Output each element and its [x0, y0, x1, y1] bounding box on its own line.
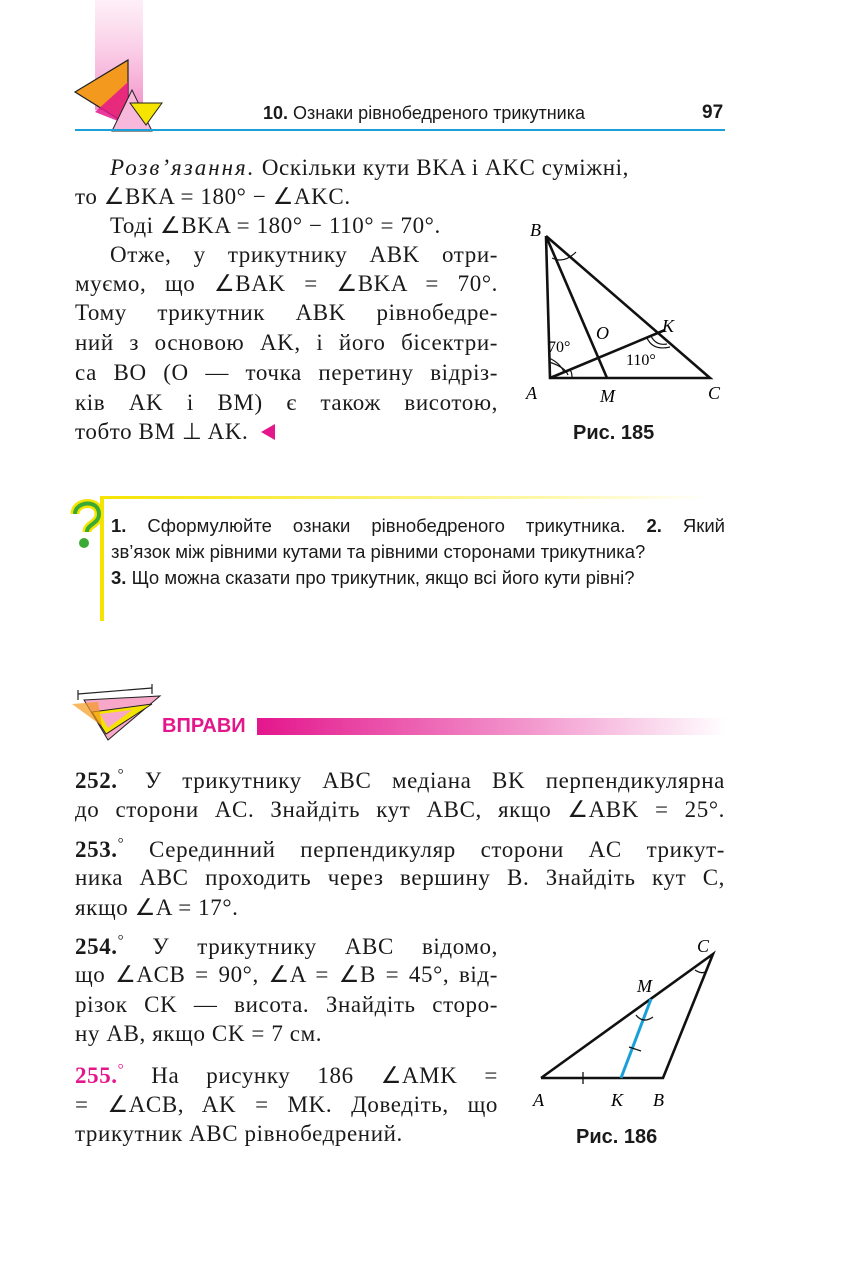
- label-b-186: B: [653, 1090, 664, 1110]
- header-title: [263, 103, 585, 124]
- label-b: B: [530, 220, 541, 240]
- question-2-text-a: Який: [682, 515, 725, 536]
- solution-line-8: са BO (O — точка перетину відріз-: [75, 360, 498, 385]
- exercise-252-text-1: У трикутнику ABC медіана BK перпендикулярна: [144, 768, 725, 793]
- triangle-logo-icon: [70, 0, 180, 135]
- question-2-number: 2.: [646, 515, 662, 536]
- exercises-heading-bar: [257, 718, 727, 735]
- exercise-255-line-2: = ∠ACB, AK = MK. Доведіть, що: [75, 1092, 498, 1117]
- exercise-253-number: 253.: [75, 837, 118, 862]
- figure-185: [520, 218, 730, 413]
- solution-line-1: [110, 155, 725, 181]
- exercise-254-line-4: ну AB, якщо CK = 7 см.: [75, 1021, 323, 1046]
- ruler-triangle-icon: [72, 682, 164, 744]
- question-line-2: зв’язок між рівними кутами та рівними сторонами трикутника?: [111, 541, 646, 562]
- label-c-186: C: [697, 936, 710, 956]
- label-m: M: [600, 386, 615, 406]
- exercise-255-number: 255.: [75, 1063, 118, 1088]
- label-k: K: [662, 316, 675, 336]
- figure-185-caption: Рис. 185: [573, 422, 655, 444]
- solution-line-7: ний з основою AK, і його бісектри-: [75, 330, 498, 355]
- solution-line-5: муємо, що ∠BAK = ∠BKA = 70°.: [75, 271, 498, 296]
- figure-186-caption: Рис. 186: [576, 1126, 658, 1148]
- exercise-253-line-1: [75, 836, 725, 863]
- exercise-253-text-1: Серединний перпендикуляр сторони AC трикут-: [149, 837, 725, 862]
- solution-text-10: тобто BM ⊥ AK.: [75, 419, 249, 444]
- solution-line-2: то ∠BKA = 180° − ∠AKC.: [75, 184, 351, 209]
- page-number: 97: [702, 102, 724, 123]
- exercise-253-degree: °: [117, 836, 125, 852]
- chapter-number: 10.: [263, 103, 289, 123]
- label-k-186: K: [611, 1090, 624, 1110]
- angle-mark-c: [695, 970, 705, 973]
- segment-bm: [546, 236, 607, 378]
- exercise-255-degree: °: [117, 1062, 125, 1078]
- label-m-186: M: [637, 976, 652, 996]
- questions-top-rule: [100, 496, 710, 499]
- question-3-number: 3.: [111, 567, 127, 588]
- question-3-text: Що можна сказати про трикутник, якщо всі його кути рівні?: [131, 567, 635, 588]
- exercise-254-line-2: що ∠ACB = 90°, ∠A = ∠B = 45°, від-: [75, 962, 498, 987]
- header-rule: [75, 129, 725, 131]
- question-line-3: [111, 567, 635, 589]
- label-a-186: A: [533, 1090, 544, 1110]
- angle-a-value: 70°: [548, 339, 571, 356]
- chapter-title: Ознаки рівнобедреного трикутника: [293, 103, 585, 123]
- exercise-254-line-1: [75, 933, 498, 960]
- exercise-253-line-2: ника ABC проходить через вершину B. Знайдіть кут C,: [75, 865, 725, 890]
- exercise-252-line-2: до сторони AC. Знайдіть кут ABC, якщо ∠ABK = 25°.: [75, 797, 725, 822]
- exercises-heading: ВПРАВИ: [162, 715, 246, 737]
- exercise-255-line-3: трикутник ABC рівнобедрений.: [75, 1121, 403, 1146]
- label-c: C: [708, 383, 721, 403]
- solution-line-4: Отже, у трикутнику ABK отри-: [110, 242, 498, 267]
- question-mark-icon: [70, 498, 104, 550]
- question-line-1: [111, 515, 725, 537]
- solution-label: Розв’язання.: [110, 155, 256, 180]
- exercise-253-line-3: якщо ∠A = 17°.: [75, 895, 239, 920]
- label-a: A: [526, 383, 537, 403]
- exercise-252-degree: °: [117, 767, 125, 783]
- header-decoration: [70, 0, 180, 135]
- exercise-254-degree: °: [117, 933, 125, 949]
- question-1-number: 1.: [111, 515, 127, 536]
- exercise-252-number: 252.: [75, 768, 118, 793]
- solution-line-10: [75, 419, 277, 445]
- exercise-255-text-1: На рисунку 186 ∠AMK =: [151, 1063, 498, 1088]
- figure-186: [525, 932, 735, 1112]
- solution-text-1: Оскільки кути BKA і AKC суміжні,: [261, 155, 629, 180]
- label-o: O: [596, 323, 609, 343]
- exercise-254-text-1: У трикутнику ABC відомо,: [152, 934, 498, 959]
- solution-line-6: Тому трикутник ABK рівнобедре-: [75, 300, 498, 325]
- exercise-252-line-1: [75, 767, 725, 794]
- angle-k-value: 110°: [626, 352, 656, 369]
- question-1-text: Сформулюйте ознаки рівнобедреного трикутника.: [147, 515, 626, 536]
- exercise-254-number: 254.: [75, 934, 118, 959]
- exercise-255-line-1: [75, 1062, 498, 1089]
- solution-line-3: Тоді ∠BKA = 180° − 110° = 70°.: [110, 213, 441, 238]
- end-of-proof-icon: [259, 423, 277, 441]
- exercise-254-line-3: різок CK — висота. Знайдіть сторо-: [75, 992, 498, 1017]
- solution-line-9: ків AK і BM) є також висотою,: [75, 390, 498, 415]
